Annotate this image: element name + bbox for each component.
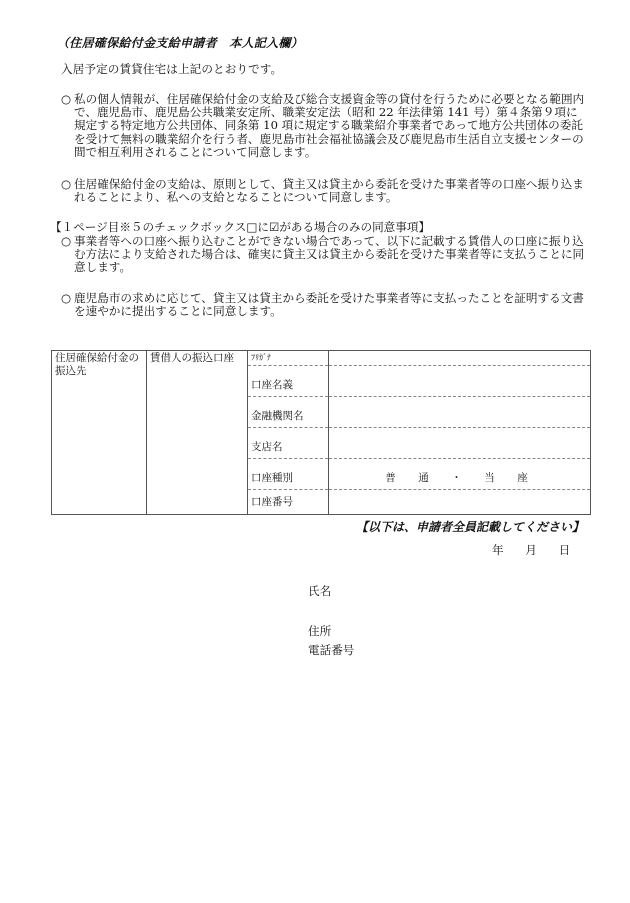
bullet-mark: ○ xyxy=(61,291,72,305)
consent-item-tenant-account xyxy=(61,235,587,279)
payee-label: 住居確保給付金の振込先 xyxy=(52,351,147,515)
bank-name-label: 金融機関名 xyxy=(251,410,304,422)
field-labels xyxy=(248,351,329,515)
year-label: 年 xyxy=(492,543,504,557)
consent-text: 私の個人情報が、住居確保給付金の支給及び総合支援資金等の貸付を行うために必要となる範囲内で、鹿児島市、鹿児島公共職業安定所、職業安定法（昭和 22 年法律第 141 号）第４条第９項に規定する特定地方公共団体、同条第 10 項に規定する職業紹介事業者であって地方公共団体の委託を受けて無料の職業紹介を行う者、鹿児島市社会福祉協議会及び鹿児島市生活自立支援センターの間で相互利用されることについて同意します。 xyxy=(74,92,585,159)
conditional-consent-title: 【１ページ目※５のチェックボックス□に☑がある場合のみの同意事項】 xyxy=(50,220,431,234)
bank-name-field[interactable] xyxy=(329,397,590,428)
month-label: 月 xyxy=(525,543,537,557)
account-name-label: 口座名義 xyxy=(251,379,293,391)
address-label: 住所 xyxy=(308,624,332,638)
bank-account-table xyxy=(51,350,591,515)
consent-text: 鹿児島市の求めに応じて、貸主又は貸主から委託を受けた事業者等に支払ったことを証明する文書を速やかに提出することに同意します。 xyxy=(74,291,584,319)
tenant-account-label: 賃借人の振込口座 xyxy=(147,351,248,515)
phone-label: 電話番号 xyxy=(308,643,355,657)
bullet-mark: ○ xyxy=(61,234,72,248)
account-type-label: 口座種別 xyxy=(251,472,293,484)
consent-item-proof-submission xyxy=(61,292,587,322)
intro-text: 入居予定の賃貸住宅は上記のとおりです。 xyxy=(61,62,283,76)
date-line xyxy=(492,542,570,558)
account-number-label: 口座番号 xyxy=(251,496,293,508)
branch-name-label: 支店名 xyxy=(251,441,283,453)
bullet-mark: ○ xyxy=(61,177,72,191)
field-values xyxy=(329,351,591,515)
name-label: 氏名 xyxy=(308,584,332,598)
branch-name-field[interactable] xyxy=(329,428,590,459)
consent-text: 住居確保給付金の支給は、原則として、貸主又は貸主から委託を受けた事業者等の口座へ振り込まれることにより、私への支給となることについて同意します。 xyxy=(74,177,584,205)
bullet-mark: ○ xyxy=(61,92,72,106)
furigana-label: ﾌﾘｶﾞﾅ xyxy=(251,353,271,362)
account-type-field[interactable] xyxy=(329,459,590,490)
account-number-field[interactable] xyxy=(329,490,590,514)
consent-text: 事業者等への口座へ振り込むことができない場合であって、以下に記載する賃借人の口座に振り込む方法により支給された場合は、確実に貸主又は貸主から委託を受けた事業者等に支払うことに同意します。 xyxy=(74,234,585,275)
furigana-field[interactable] xyxy=(329,351,590,366)
day-label: 日 xyxy=(558,543,571,557)
consent-item-personal-info xyxy=(61,93,587,161)
applicant-note: 【以下は、申請者全員記載してください】 xyxy=(355,520,584,534)
account-name-field[interactable] xyxy=(329,366,590,397)
consent-item-payment-to-landlord xyxy=(61,178,587,208)
section-header: （住居確保給付金支給申請者 本人記入欄） xyxy=(57,36,304,50)
account-type-options: 普 通 ・ 当 座 xyxy=(385,472,534,484)
